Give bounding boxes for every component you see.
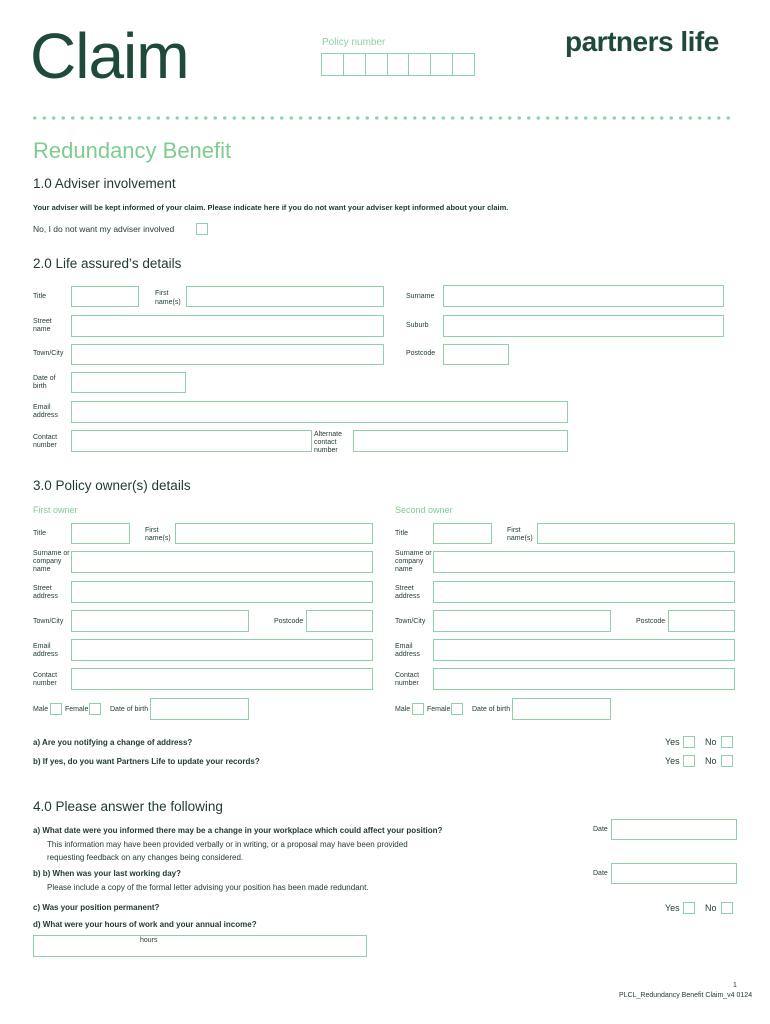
- update-records-yes-label: Yes: [665, 756, 680, 766]
- o2-email-label-1: Email: [395, 643, 413, 650]
- o1-surname-label-2: company: [33, 558, 62, 565]
- o2-female-checkbox[interactable]: [451, 703, 463, 715]
- o2-postcode-label: Postcode: [636, 618, 666, 625]
- o1-female-checkbox[interactable]: [89, 703, 101, 715]
- position-permanent-question: c) Was your position permanent?: [33, 903, 160, 912]
- permanent-yes-label: Yes: [665, 903, 680, 913]
- first-owner-label: First owner: [33, 505, 78, 515]
- section-answers-heading: 4.0 Please answer the following: [33, 799, 223, 814]
- o1-street-label-1: Street: [33, 585, 52, 592]
- informed-date-note-2: requesting feedback on any changes being considered.: [47, 853, 244, 862]
- policy-number-field[interactable]: [321, 53, 475, 76]
- la-suburb-field[interactable]: [443, 315, 724, 337]
- informed-date-label: Date: [593, 826, 608, 833]
- la-contact-field[interactable]: [71, 430, 312, 452]
- o1-contact-label-2: number: [33, 680, 57, 687]
- la-surname-field[interactable]: [443, 285, 724, 307]
- la-street-label-1: Street: [33, 318, 52, 325]
- la-contact-label-2: number: [33, 442, 57, 449]
- o2-first-label-2: name(s): [507, 535, 533, 542]
- form-title: Redundancy Benefit: [33, 138, 232, 163]
- informed-date-field[interactable]: [611, 819, 737, 840]
- o1-email-field[interactable]: [71, 639, 373, 661]
- o2-email-field[interactable]: [433, 639, 735, 661]
- la-first-names-label: First name(s): [155, 290, 181, 306]
- update-records-no-checkbox[interactable]: [721, 755, 733, 767]
- la-surname-label: Surname: [406, 293, 435, 300]
- o1-surname-label-3: name: [33, 566, 51, 573]
- la-street-label-2: name: [33, 326, 51, 333]
- o1-title-label: Title: [33, 530, 46, 537]
- o1-dob-field[interactable]: [150, 698, 249, 720]
- o2-town-label: Town/City: [395, 618, 426, 625]
- o2-surname-label-1: Surname or: [395, 550, 432, 557]
- update-records-yes-checkbox[interactable]: [683, 755, 695, 767]
- o2-street-field[interactable]: [433, 581, 735, 603]
- dotted-divider: [30, 116, 736, 120]
- la-postcode-field[interactable]: [443, 344, 509, 365]
- update-records-question: b) If yes, do you want Partners Life to update your records?: [33, 757, 260, 766]
- o2-first-field[interactable]: [537, 523, 735, 544]
- la-dob-label-2: birth: [33, 383, 47, 390]
- o1-street-label-2: address: [33, 593, 58, 600]
- permanent-yes-checkbox[interactable]: [683, 902, 695, 914]
- o1-first-field[interactable]: [175, 523, 373, 544]
- la-dob-field[interactable]: [71, 372, 186, 393]
- o1-email-label-2: address: [33, 651, 58, 658]
- o1-town-label: Town/City: [33, 618, 64, 625]
- o2-dob-label: Date of birth: [472, 706, 511, 713]
- o2-street-label-2: address: [395, 593, 420, 600]
- o1-surname-field[interactable]: [71, 551, 373, 573]
- la-street-field[interactable]: [71, 315, 384, 337]
- section-adviser-heading: 1.0 Adviser involvement: [33, 176, 176, 191]
- la-dob-label-1: Date of: [33, 375, 56, 382]
- change-address-no-checkbox[interactable]: [721, 736, 733, 748]
- o1-male-label: Male: [33, 706, 49, 713]
- policy-number-label: Policy number: [322, 37, 386, 48]
- o1-email-label-1: Email: [33, 643, 51, 650]
- change-address-no-label: No: [705, 737, 717, 747]
- o2-postcode-field[interactable]: [668, 610, 735, 632]
- la-alt-label-2: contact: [314, 439, 337, 446]
- o2-dob-field[interactable]: [512, 698, 611, 720]
- adviser-opt-out-checkbox[interactable]: [196, 223, 208, 235]
- last-working-day-field[interactable]: [611, 863, 737, 884]
- o1-postcode-field[interactable]: [306, 610, 373, 632]
- la-title-label: Title: [33, 293, 46, 300]
- section-life-assured-heading: 2.0 Life assured’s details: [33, 256, 182, 271]
- page-title: Claim: [30, 20, 189, 92]
- o2-contact-label-1: Contact: [395, 672, 420, 679]
- o1-street-field[interactable]: [71, 581, 373, 603]
- o2-title-label: Title: [395, 530, 408, 537]
- hours-income-question: d) What were your hours of work and your annual income?: [33, 920, 257, 929]
- o2-title-field[interactable]: [433, 523, 492, 544]
- o2-contact-field[interactable]: [433, 668, 735, 690]
- o2-town-field[interactable]: [433, 610, 611, 632]
- partners-life-logo: partners life: [565, 26, 719, 57]
- o2-street-label-1: Street: [395, 585, 414, 592]
- la-first-names-field[interactable]: [186, 286, 384, 307]
- la-alt-label-1: Alternate: [314, 431, 343, 438]
- page-number: 1: [733, 982, 737, 989]
- la-alt-label-3: number: [314, 447, 338, 454]
- last-working-day-date-label: Date: [593, 870, 608, 877]
- change-address-question: a) Are you notifying a change of address?: [33, 738, 193, 747]
- permanent-no-label: No: [705, 903, 717, 913]
- o1-contact-field[interactable]: [71, 668, 373, 690]
- la-email-label-1: Email: [33, 404, 51, 411]
- o2-surname-label-2: company: [395, 558, 424, 565]
- o1-female-label: Female: [65, 706, 89, 713]
- last-working-day-note: Please include a copy of the formal letter advising your position has been made redundant.: [47, 883, 369, 892]
- section-policy-owners-heading: 3.0 Policy owner(s) details: [33, 478, 191, 493]
- informed-date-question: a) What date were you informed there may be a change in your workplace which could affect your position?: [33, 826, 443, 835]
- o2-male-checkbox[interactable]: [412, 703, 424, 715]
- o1-contact-label-1: Contact: [33, 672, 58, 679]
- second-owner-label: Second owner: [395, 505, 453, 515]
- la-postcode-label: Postcode: [406, 350, 436, 357]
- o2-email-label-2: address: [395, 651, 420, 658]
- o2-male-label: Male: [395, 706, 411, 713]
- change-address-yes-label: Yes: [665, 737, 680, 747]
- o2-surname-label-3: name: [395, 566, 413, 573]
- o1-town-field[interactable]: [71, 610, 249, 632]
- la-email-label-2: address: [33, 412, 58, 419]
- o1-first-label-2: name(s): [145, 535, 171, 542]
- o2-contact-label-2: number: [395, 680, 419, 687]
- adviser-note: Your adviser will be kept informed of your claim. Please indicate here if you do not want your adviser kept informed about your claim.: [33, 203, 509, 212]
- la-town-label: Town/City: [33, 350, 64, 357]
- la-title-field[interactable]: [71, 286, 139, 307]
- o2-surname-field[interactable]: [433, 551, 735, 573]
- change-address-yes-checkbox[interactable]: [683, 736, 695, 748]
- o1-title-field[interactable]: [71, 523, 130, 544]
- hours-field[interactable]: [33, 935, 367, 957]
- form-code: PLCL_Redundancy Benefit Claim_v4 0124: [619, 992, 753, 999]
- o1-dob-label: Date of birth: [110, 706, 149, 713]
- la-contact-label-1: Contact: [33, 434, 58, 441]
- o1-surname-label-1: Surname or: [33, 550, 70, 557]
- la-alt-contact-field[interactable]: [353, 430, 568, 452]
- permanent-no-checkbox[interactable]: [721, 902, 733, 914]
- la-email-field[interactable]: [71, 401, 568, 423]
- hours-label: hours: [140, 937, 158, 944]
- o1-male-checkbox[interactable]: [50, 703, 62, 715]
- o1-postcode-label: Postcode: [274, 618, 304, 625]
- last-working-day-question: b) b) When was your last working day?: [33, 869, 182, 878]
- la-town-field[interactable]: [71, 344, 384, 365]
- la-suburb-label: Suburb: [406, 322, 429, 329]
- o1-first-label-1: First: [145, 527, 159, 534]
- update-records-no-label: No: [705, 756, 717, 766]
- adviser-checkbox-label: No, I do not want my adviser involved: [33, 224, 175, 234]
- o2-female-label: Female: [427, 706, 451, 713]
- informed-date-note-1: This information may have been provided verbally or in writing, or a proposal may have been provided: [47, 840, 408, 849]
- o2-first-label-1: First: [507, 527, 521, 534]
